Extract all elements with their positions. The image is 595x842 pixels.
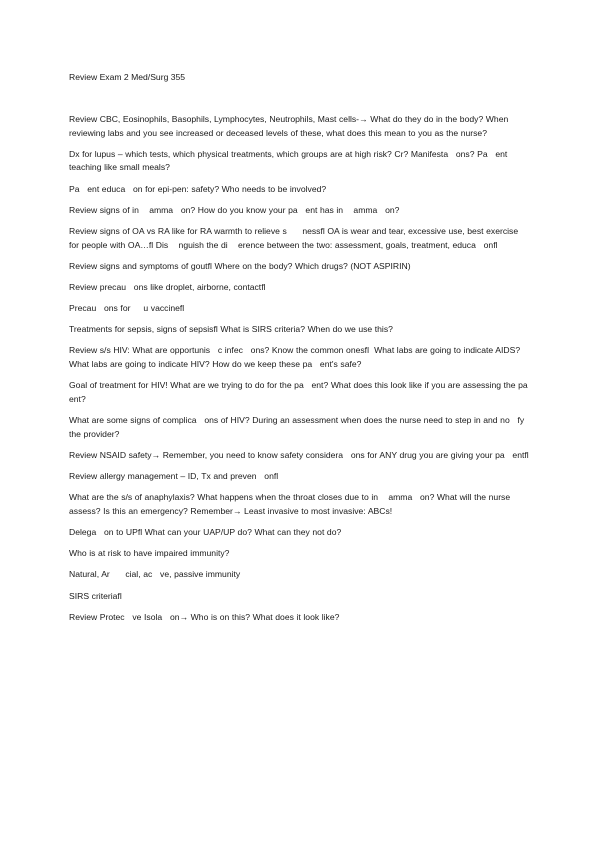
paragraph-protective-isolation: Review Protec ve Isola on→ Who is on this? What does it look like?	[69, 611, 340, 622]
paragraph-allergy-management: Review allergy management – ID, Tx and preven onfl	[69, 471, 279, 481]
paragraph-hiv-complications: What are some signs of complica ons of HIV? During an assessment when does the nurse need to step in and no fy the provider?	[69, 415, 527, 439]
paragraph-gout: Review signs and symptoms of goutfl Where on the body? Which drugs? (NOT ASPIRIN)	[69, 260, 411, 271]
paragraph-oa-vs-ra: Review signs of OA vs RA like for RA warmth to relieve s nessfl OA is wear and tear, excessive use, best exercise for people with OA…fl Dis nguish the di erence between the two: assessment, goals, treatment, educa onfl	[69, 225, 521, 250]
paragraph-anaphylaxis: What are the s/s of anaphylaxis? What happens when the throat closes due to in amma on? What will the nurse assess? Is this an emergency? Remember→ Least invasive to most invasive: ABCs!	[69, 492, 513, 516]
document-body	[69, 113, 536, 632]
paragraph-impaired-immunity: Who is at risk to have impaired immunity?	[69, 548, 230, 559]
paragraph-sepsis: Treatments for sepsis, signs of sepsisfl What is SIRS criteria? When do we use this?	[69, 324, 393, 335]
paragraph-nsaid-safety: Review NSAID safety→ Remember, you need to know safety considera ons for ANY drug you are giving your pa entfl	[69, 449, 529, 460]
paragraph-flu-vaccine: Precau ons for u vaccinefl	[69, 303, 185, 314]
paragraph-hiv-signs: Review s/s HIV: What are opportunis c infec ons? Know the common onesfl What labs are going to indicate AIDS? What labs are going to indicate HIV? How do we keep these pa ent's safe?	[69, 345, 523, 370]
paragraph-delegation: Delega on to UPfl What can your UAP/UP do? What can they not do?	[69, 526, 342, 537]
paragraph-hiv-treatment-goal: Goal of treatment for HIV! What are we trying to do for the pa ent? What does this look like if you are assessing the pa ent?	[69, 380, 536, 404]
paragraph-immunity-types: Natural, Ar cial, ac ve, passive immunity	[69, 569, 241, 580]
paragraph-epipen-education: Pa ent educa on for epi-pen: safety? Who needs to be involved?	[69, 183, 327, 194]
document-title: Review Exam 2 Med/Surg 355	[69, 72, 186, 82]
paragraph-sirs-criteria: SIRS criteriafl	[69, 590, 122, 601]
paragraph-inflammation-signs: Review signs of in amma on? How do you know your pa ent has in amma on?	[69, 204, 400, 215]
paragraph-cbc-review: Review CBC, Eosinophils, Basophils, Lymphocytes, Neutrophils, Mast cells-→ What do they do in the body? When reviewing labs and you see increased or deceased levels of these, what does this mean to you as the nurse?	[69, 114, 511, 138]
paragraph-lupus-dx: Dx for lupus – which tests, which physical treatments, which groups are at high risk? Cr? Manifesta ons? Pa ent teaching like small meals?	[69, 148, 510, 173]
paragraph-precautions: Review precau ons like droplet, airborne, contactfl	[69, 281, 266, 292]
